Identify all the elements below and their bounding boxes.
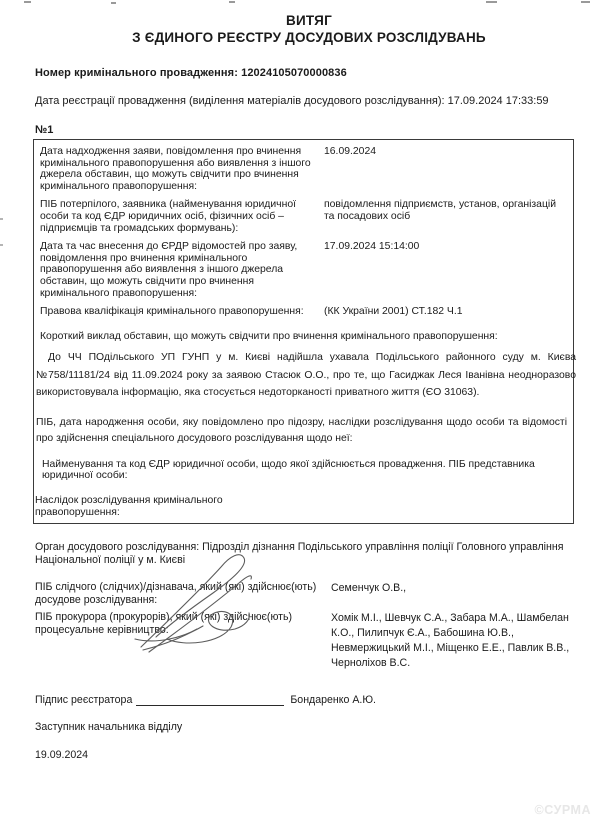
scan-artifact [24, 1, 31, 3]
scan-artifact [581, 1, 590, 3]
summary-text: До ЧЧ ПОдільського УП ГУНП у м. Києві надійшла ухавала Подільського районного суду м. Києва №758/11181/24 від 11.09.2024 року за заявою Стасюк О.О., про те, що Гасиджак Леся Іванівна неодноразово використовувала інформацію, яка стосується недоторканості приватного життя (ЄО 31063). [36, 352, 576, 399]
investigator-label: ПІБ слідчого (слідчих)/дізнавача, який (які) здійснює(ють) досудове розслідування: [35, 581, 317, 606]
deputy-title: Заступник начальника відділу [35, 721, 183, 734]
registration-date-line: Дата реєстрації провадження (виділення матеріалів досудового розслідування): 17.09.2024 17:33:59 [35, 95, 549, 107]
document-title [35, 12, 583, 46]
investigator-value: Семенчук О.В., [331, 582, 407, 595]
table-row [40, 146, 567, 192]
registrar-name: Бондаренко А.Ю. [290, 694, 376, 707]
signature-blank-line [136, 694, 284, 706]
legal-entity-heading: Найменування та код ЄДР юридичної особи, щодо якої здійснюється провадження. ПІБ представника юридичної особи: [42, 458, 535, 482]
extract-date: 19.09.2024 [35, 749, 89, 762]
scan-artifact [0, 244, 3, 246]
table-row [40, 306, 567, 318]
investigation-result-label: Наслідок розслідування кримінального правопорушення: [35, 495, 223, 518]
document-content [35, 6, 583, 761]
table-row [40, 199, 567, 234]
prosecutor-value: Хомік М.І., Шевчук С.А., Забара М.А., Шамбелан К.О., Пилипчук Є.А., Бабошина Ю.В., Невмержицький М.І., Міщенко Е.Е., Павлик В.В., Черноліхов В.С. [331, 612, 570, 670]
table-row [40, 241, 567, 299]
row-value: 16.09.2024 [324, 146, 377, 157]
registrar-label: Підпис реєстратора [35, 694, 133, 707]
record-number: №1 [35, 124, 54, 136]
row-label: ПІБ потерпілого, заявника (найменування юридичної особи та код ЄДР юридичних осіб, фізичних осіб – підприємців та громадських формувань): [40, 199, 296, 234]
row-value: 17.09.2024 15:14:00 [324, 241, 420, 253]
prosecutor-row [35, 611, 583, 671]
row-label: Дата надходження заяви, повідомлення про вчинення кримінального правопорушення або виявлення з іншого джерела обставин, що можуть свідчити про вчинення кримінального правопорушення: [40, 146, 311, 192]
authority-line: Орган досудового розслідування: Підрозділ дізнання Подільського управління поліції Головного управління Національної поліції у м. Києві [35, 541, 564, 566]
title-line-1: ВИТЯГ [286, 13, 332, 28]
case-number-line: Номер кримінального провадження: 12024105070000836 [35, 67, 347, 79]
copyright-watermark: ©СУРМА [534, 803, 591, 817]
scan-artifact [229, 1, 235, 3]
scan-artifact [486, 1, 497, 3]
prosecutor-label: ПІБ прокурора (прокурорів), який (які) здійснює(ють) процесуальне керівництво: [35, 611, 293, 636]
row-label: Правова кваліфікація кримінального правопорушення: [40, 306, 304, 318]
row-label: Дата та час внесення до ЄРДР відомостей про заяву, повідомлення про вчинення кримінального правопорушення або виявлення з іншого джерела обставин, що можуть свідчити про вчинення кримінального правопорушення: [40, 241, 298, 299]
scan-artifact [111, 2, 116, 4]
row-value: (КК України 2001) СТ.182 Ч.1 [324, 306, 463, 318]
extract-table [33, 139, 574, 524]
title-line-2: З ЄДИНОГО РЕЄСТРУ ДОСУДОВИХ РОЗСЛІДУВАНЬ [132, 30, 486, 45]
investigator-row [35, 581, 583, 606]
registrar-signature-row [35, 694, 583, 706]
suspect-heading: ПІБ, дата народження особи, яку повідомлено про підозру, наслідки розслідування щодо особи та відомості про здійснення спеціального досудового розслідування щодо неї: [36, 416, 567, 445]
summary-heading: Короткий виклад обставин, що можуть свідчити про вчинення кримінального правопорушення: [40, 330, 498, 342]
row-value: повідомлення підприємств, установ, організацій та посадових осіб [324, 199, 557, 222]
scan-artifact [0, 218, 3, 220]
